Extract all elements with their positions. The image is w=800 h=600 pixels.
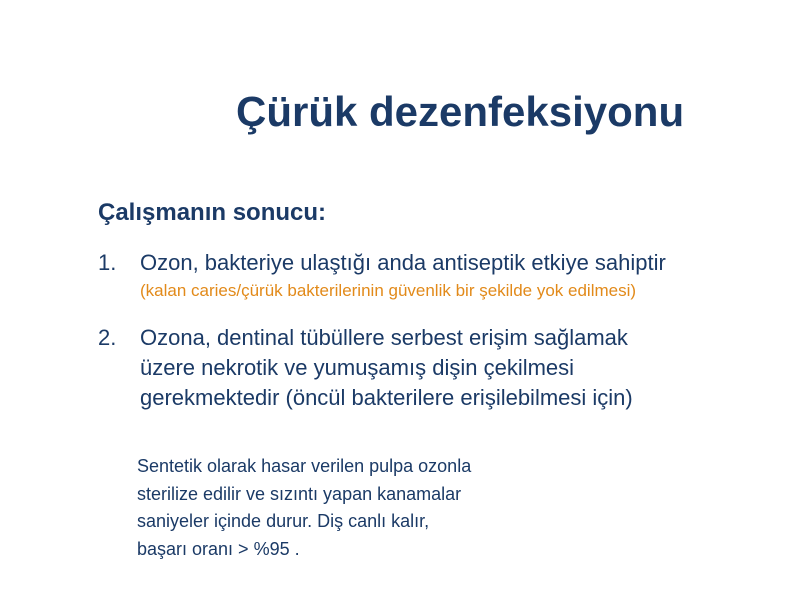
list-item-text: Ozona, dentinal tübüllere serbest erişim sağlamak [140,325,628,350]
footnote [137,453,471,563]
footnote-line: saniyeler içinde durur. Diş canlı kalır, [137,511,430,531]
section-heading: Çalışmanın sonucu: [98,199,327,226]
list-item-note: (kalan caries/çürük bakterilerinin güvenlik bir şekilde yok edilmesi) [140,281,637,300]
list-item-text: Ozon, bakteriye ulaştığı anda antiseptik etkiye sahiptir [140,250,666,275]
list-item-body [140,323,633,413]
slide-title: Çürük dezenfeksiyonu [236,88,685,135]
list-item-number: 1. [98,250,117,275]
footnote-line: sterilize edilir ve sızıntı yapan kanamalar [137,483,462,504]
list-item-number: 2. [98,325,117,350]
footnote-line: başarı oranı > %95 . [137,538,300,559]
list-item-body [140,248,666,304]
list-item-text: gerekmektedir (öncül bakterilere erişilebilmesi için) [140,385,633,410]
list-item-text: üzere nekrotik ve yumuşamış dişin çekilmesi [140,355,575,380]
footnote-line: Sentetik olarak hasar verilen pulpa ozonla [137,456,472,476]
